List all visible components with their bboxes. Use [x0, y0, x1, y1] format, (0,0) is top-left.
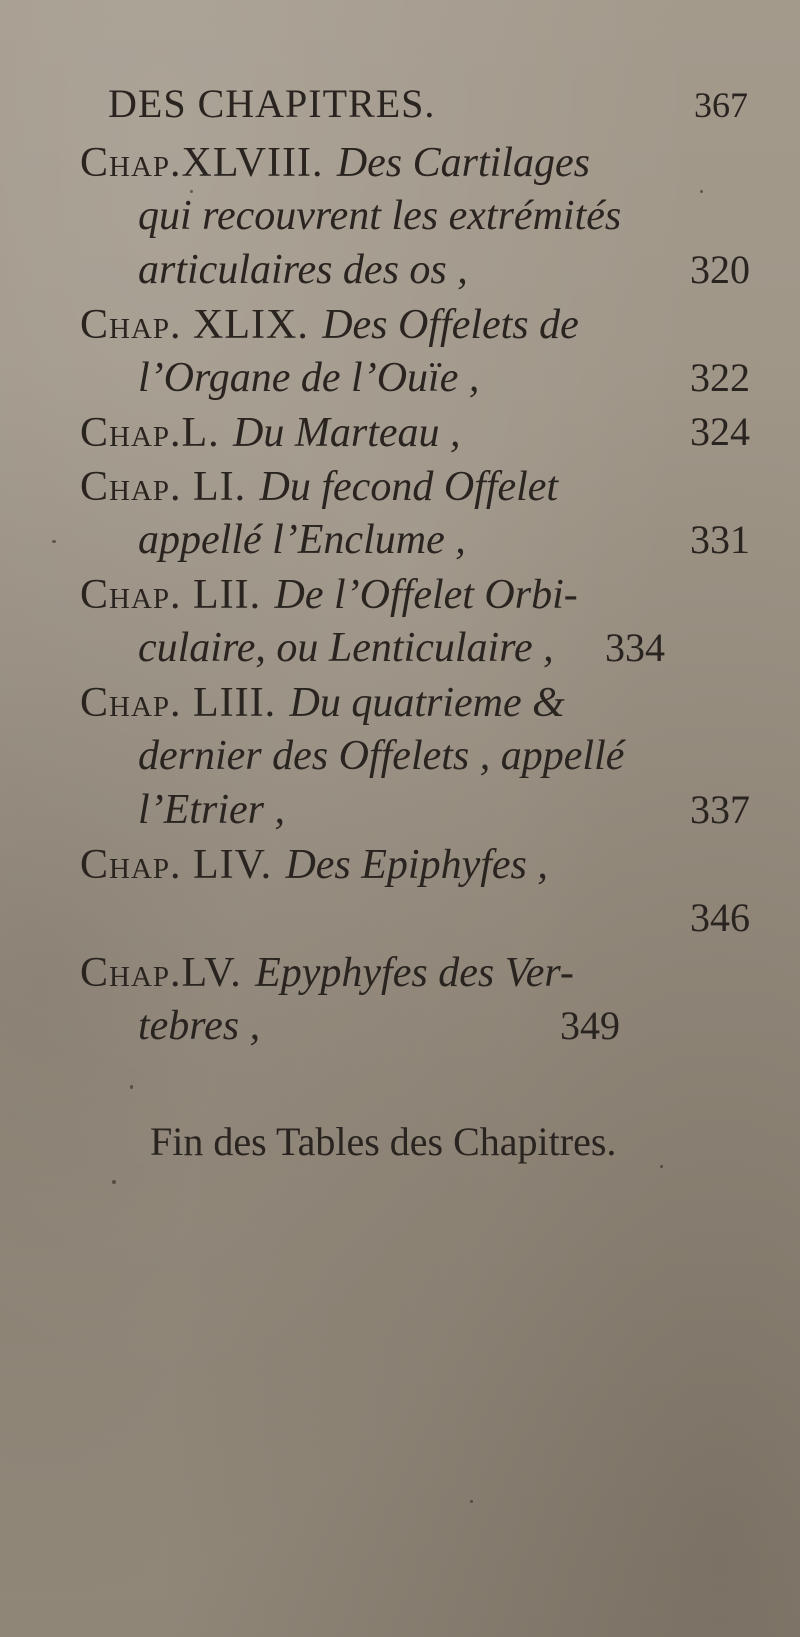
chapter-title: Des Cartilages — [336, 140, 590, 186]
toc-line — [0, 838, 800, 890]
toc-line — [0, 352, 800, 404]
toc-line — [0, 784, 800, 836]
chapter-number: Chap. LI. — [80, 464, 247, 510]
toc-line — [0, 460, 800, 512]
chapter-page-number: 320 — [690, 247, 750, 292]
chapter-title-continued: articulaires des os , — [138, 247, 468, 293]
chapter-page-number: 331 — [690, 517, 750, 562]
toc-line — [0, 298, 800, 350]
chapter-page-number: 349 — [560, 1003, 620, 1048]
toc-line — [0, 568, 800, 620]
chapter-page-number: 334 — [605, 625, 665, 670]
toc-line — [0, 946, 800, 998]
toc-line — [0, 622, 800, 674]
paper-speck — [130, 1085, 133, 1089]
chapter-number: Chap.LV. — [80, 950, 242, 996]
chapter-page-number: 346 — [690, 895, 750, 940]
chapter-title-continued: tebres , — [138, 1003, 261, 1049]
paper-speck — [470, 1500, 473, 1503]
chapter-number: Chap.XLVIII. — [80, 140, 324, 186]
chapter-title: Des Offelets de — [322, 302, 579, 348]
chapter-title: Du quatrieme & — [289, 680, 565, 726]
chapter-title: Epyphyfes des Ver- — [255, 950, 574, 996]
toc-line — [0, 136, 800, 188]
chapter-title-continued: l’Etrier , — [138, 787, 285, 833]
toc-line — [0, 514, 800, 566]
chapter-title-continued: l’Organe de l’Ouïe , — [138, 355, 480, 401]
chapter-page-number: 324 — [690, 409, 750, 454]
chapter-title-continued: culaire, ou Lenticulaire , — [138, 625, 554, 671]
chapter-number: Chap. LIV. — [80, 842, 273, 888]
running-head: DES CHAPITRES. — [108, 81, 436, 126]
chapter-title: Du fecond Offelet — [259, 464, 559, 510]
chapter-title: Du Marteau , — [233, 410, 461, 456]
toc-line — [0, 190, 800, 242]
chapter-number: Chap.L. — [80, 410, 220, 456]
toc-line — [0, 1000, 800, 1052]
chapter-page-number: 322 — [690, 355, 750, 400]
toc-line — [0, 676, 800, 728]
chapter-number: Chap. LII. — [80, 572, 262, 618]
chapter-title: De l’Offelet Orbi- — [274, 572, 578, 618]
toc-line — [0, 730, 800, 782]
toc-line — [0, 244, 800, 296]
chapter-number: Chap. XLIX. — [80, 302, 309, 348]
chapter-title-continued: dernier des Offelets , appellé — [138, 733, 625, 779]
end-of-tables-note: Fin des Tables des Chapitres. — [150, 1119, 617, 1164]
toc-line — [0, 406, 800, 458]
chapter-title-continued: qui recouvrent les extrémités — [138, 193, 622, 239]
chapter-number: Chap. LIII. — [80, 680, 277, 726]
paper-speck — [660, 1165, 663, 1168]
page-header — [108, 80, 748, 130]
chapter-page-number: 337 — [690, 787, 750, 832]
toc-line — [0, 892, 800, 944]
chapter-title: Des Epiphyfes , — [285, 842, 548, 888]
paper-speck — [112, 1180, 116, 1184]
chapter-title-continued: appellé l’Enclume , — [138, 517, 466, 563]
page-number: 367 — [694, 85, 748, 125]
